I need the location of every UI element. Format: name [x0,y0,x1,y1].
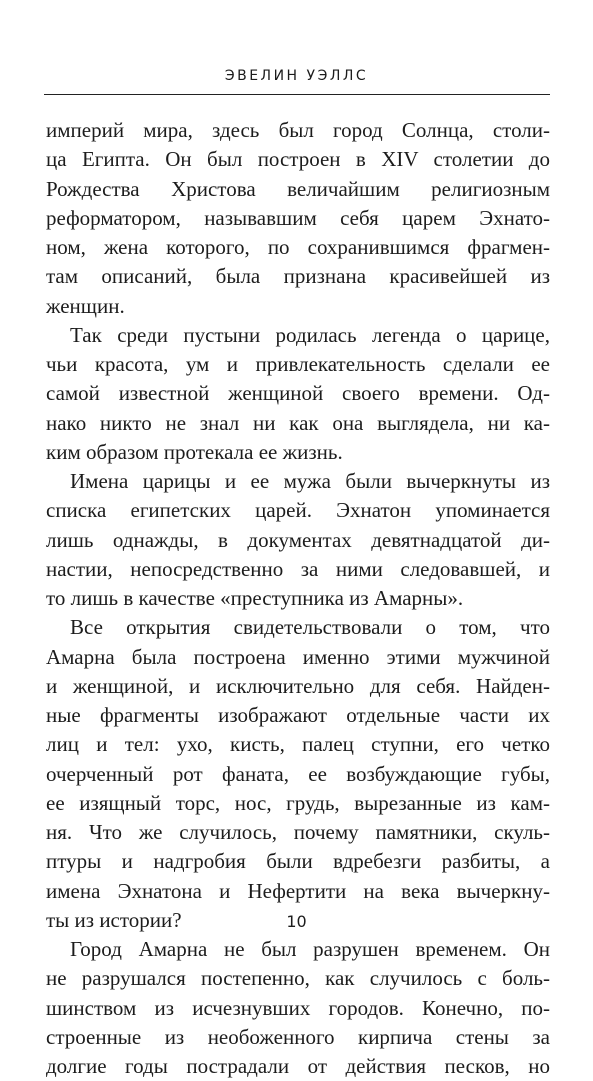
text-line: Рождества Христова величайшим религиозным [46,176,550,201]
body-text [46,116,550,1081]
text-line: то лишь в качестве «преступника из Амарны». [46,586,464,610]
text-line: шинством из исчезнувших городов. Конечно, по- [46,995,550,1020]
text-line: империй мира, здесь был город Солнца, столи- [46,118,550,142]
text-line: имена Эхнатона и Нефертити на века вычеркну- [46,878,550,903]
text-line: лиц и тел: ухо, кисть, палец ступни, его четко [46,732,550,757]
text-line: долгие годы пострадали от действия песков, но [46,1054,550,1078]
text-line: очерченный рот фаната, ее возбуждающие губы, [46,761,550,786]
text-line: Город Амарна не был разрушен временем. Он [70,937,550,961]
text-line: Все открытия свидетельствовали о том, что [70,615,550,640]
page-number: 10 [286,912,307,931]
text-line: строенные из необоженного кирпича стены за [46,1024,550,1049]
text-line: Имена царицы и ее мужа были вычеркнуты из [70,469,550,493]
text-line: ные фрагменты изображают отдельные части их [46,703,550,727]
text-line: там описаний, была признана красивейшей из [46,264,550,289]
text-line: самой известной женщиной своего времени. Од- [46,381,550,406]
text-line: Так среди пустыни родилась легенда о царице, [70,322,550,347]
text-line: лишь однажды, в документах девятнадцатой ди- [46,527,550,552]
running-head: ЭВЕЛИН УЭЛЛС [224,68,369,84]
text-line: ца Египта. Он был построен в XIV столетии до [46,147,550,172]
text-line: ким образом протекала ее жизнь. [46,439,343,464]
text-line: не разрушался постепенно, как случилось с боль- [46,966,550,991]
text-line: реформатором, называвшим себя царем Эхнато- [46,205,550,230]
text-line: ее изящный торс, нос, грудь, вырезанные из кам- [46,790,550,815]
text-line: настии, непосредственно за ними следовавшей, и [46,556,550,581]
text-line: женщин. [46,293,125,318]
text-line: ты из истории? [46,907,182,932]
text-line: чьи красота, ум и привлекательность сделали ее [46,352,550,376]
text-line: и женщиной, и исключительно для себя. Найден- [46,673,550,698]
text-line: Амарна была построена именно этими мужчиной [46,644,550,669]
text-line: нако никто не знал ни как она выглядела, ни ка- [46,410,550,435]
text-line: списка египетских царей. Эхнатон упоминается [46,498,550,523]
header-rule [44,94,550,95]
text-line: ня. Что же случилось, почему памятники, скуль- [46,820,550,844]
text-line: птуры и надгробия были вдребезги разбиты, а [46,849,550,874]
text-line: ном, жена которого, по сохранившимся фрагмен- [46,235,550,259]
